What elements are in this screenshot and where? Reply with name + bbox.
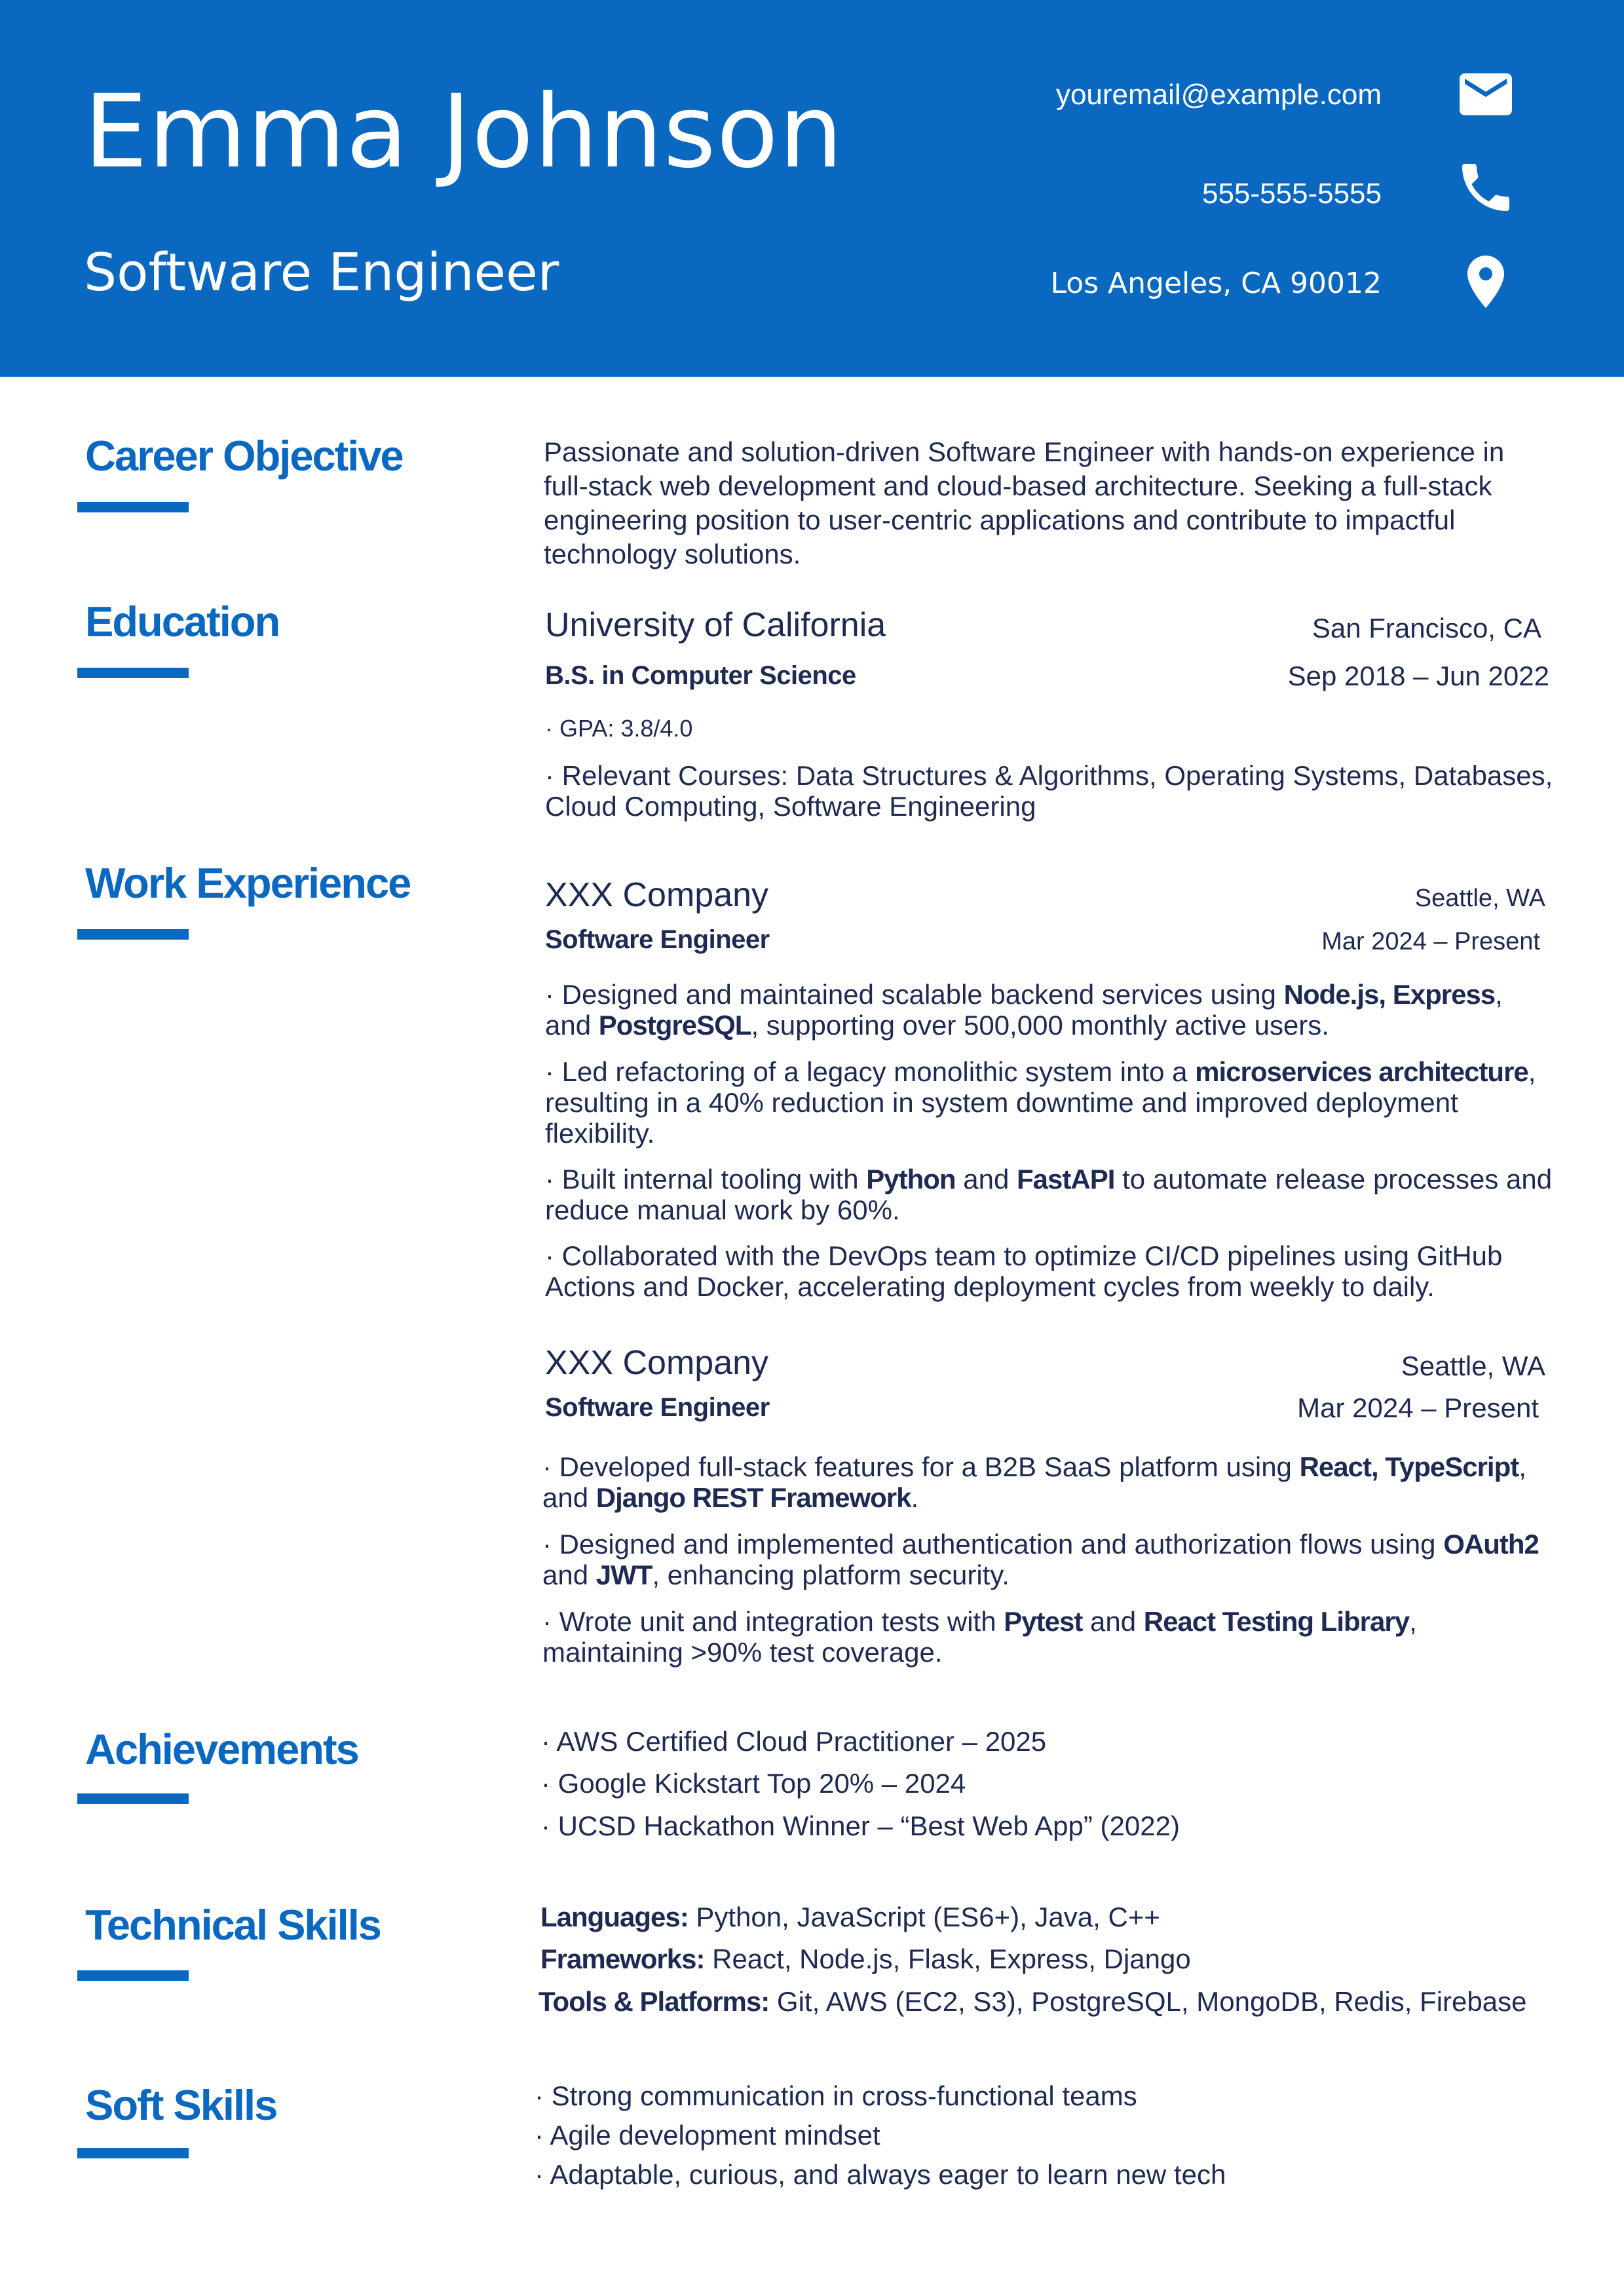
section-underline [77, 1970, 189, 1981]
job-dates: Mar 2024 – Present [1297, 1392, 1539, 1423]
degree: B.S. in Computer Science [545, 661, 856, 690]
section-underline [77, 1793, 189, 1804]
achievement-item: · AWS Certified Cloud Practitioner – 2025 [541, 1726, 1047, 1757]
section-title-education: Education [85, 598, 280, 645]
job-company: XXX Company [545, 1344, 769, 1382]
contact-address: Los Angeles, CA 90012 [1050, 267, 1382, 300]
skill-row-frameworks: Frameworks: React, Node.js, Flask, Express, Django [540, 1943, 1191, 1974]
job-bullet: · Collaborated with the DevOps team to optimize CI/CD pipelines using GitHub Actions and Docker, accelerating deployment cycles from weekly to daily. [545, 1240, 1503, 1302]
job-title: Software Engineer [545, 1393, 770, 1422]
section-underline [77, 502, 189, 512]
soft-skill-item: · Agile development mindset [535, 2120, 880, 2151]
job-location: Seattle, WA [1414, 885, 1545, 912]
gpa: · GPA: 3.8/4.0 [545, 715, 693, 742]
job-bullet: · Led refactoring of a legacy monolithic system into a microservices architecture, resulting in a 40% reduction in system downtime and improved deployment flexibility. [545, 1056, 1536, 1149]
job-location: Seattle, WA [1401, 1350, 1545, 1381]
achievement-item: · UCSD Hackathon Winner – “Best Web App” (2022) [541, 1810, 1180, 1841]
school-location: San Francisco, CA [1312, 613, 1541, 643]
skill-row-languages: Languages: Python, JavaScript (ES6+), Java, C++ [540, 1902, 1160, 1932]
location-pin-icon [1454, 250, 1517, 313]
candidate-name: Emma Johnson [84, 73, 844, 191]
section-title-work: Work Experience [85, 859, 411, 907]
section-title-achievements: Achievements [85, 1725, 358, 1773]
soft-skill-item: · Adaptable, curious, and always eager to learn new tech [535, 2159, 1226, 2190]
job-bullet: · Wrote unit and integration tests with Pytest and React Testing Library, maintaining >90% test coverage. [542, 1606, 1417, 1668]
education-dates: Sep 2018 – Jun 2022 [1287, 660, 1549, 691]
contact-phone[interactable]: 555-555-5555 [1201, 178, 1382, 210]
relevant-courses: · Relevant Courses: Data Structures & Algorithms, Operating Systems, Databases, Cloud Computing, Software Engineering [545, 760, 1553, 822]
mail-icon [1454, 63, 1517, 126]
job-bullet: · Designed and implemented authentication and authorization flows using OAuth2 and JWT, enhancing platform security. [542, 1529, 1539, 1590]
resume-header [0, 0, 1624, 377]
candidate-role: Software Engineer [84, 242, 559, 303]
job-bullet: · Designed and maintained scalable backend services using Node.js, Express, and PostgreSQL, supporting over 500,000 monthly active users. [545, 979, 1503, 1041]
section-underline [77, 668, 189, 678]
phone-icon [1454, 156, 1517, 219]
job-bullet: · Built internal tooling with Python and FastAPI to automate release processes and reduce manual work by 60%. [545, 1164, 1553, 1225]
soft-skill-item: · Strong communication in cross-functional teams [535, 2080, 1137, 2111]
objective-text: Passionate and solution-driven Software Engineer with hands-on experience in full-stack web development and cloud-based architecture. Seeking a full-stack engineering position to user-centric applications and contribute to impactful technology solutions. [544, 436, 1505, 569]
job-bullet: · Developed full-stack features for a B2B SaaS platform using React, TypeScript, and Django REST Framework. [542, 1451, 1526, 1513]
achievement-item: · Google Kickstart Top 20% – 2024 [541, 1768, 966, 1799]
section-underline [77, 2148, 189, 2158]
contact-email[interactable]: youremail@example.com [1055, 79, 1382, 111]
skill-row-tools: Tools & Platforms: Git, AWS (EC2, S3), PostgreSQL, MongoDB, Redis, Firebase [538, 1986, 1527, 2017]
section-underline [77, 929, 189, 940]
section-title-objective: Career Objective [85, 432, 403, 480]
job-title: Software Engineer [545, 925, 770, 954]
section-title-soft-skills: Soft Skills [85, 2081, 277, 2129]
section-title-technical-skills: Technical Skills [85, 1901, 381, 1949]
job-dates: Mar 2024 – Present [1321, 928, 1540, 955]
school-name: University of California [545, 606, 886, 644]
job-company: XXX Company [545, 876, 769, 914]
